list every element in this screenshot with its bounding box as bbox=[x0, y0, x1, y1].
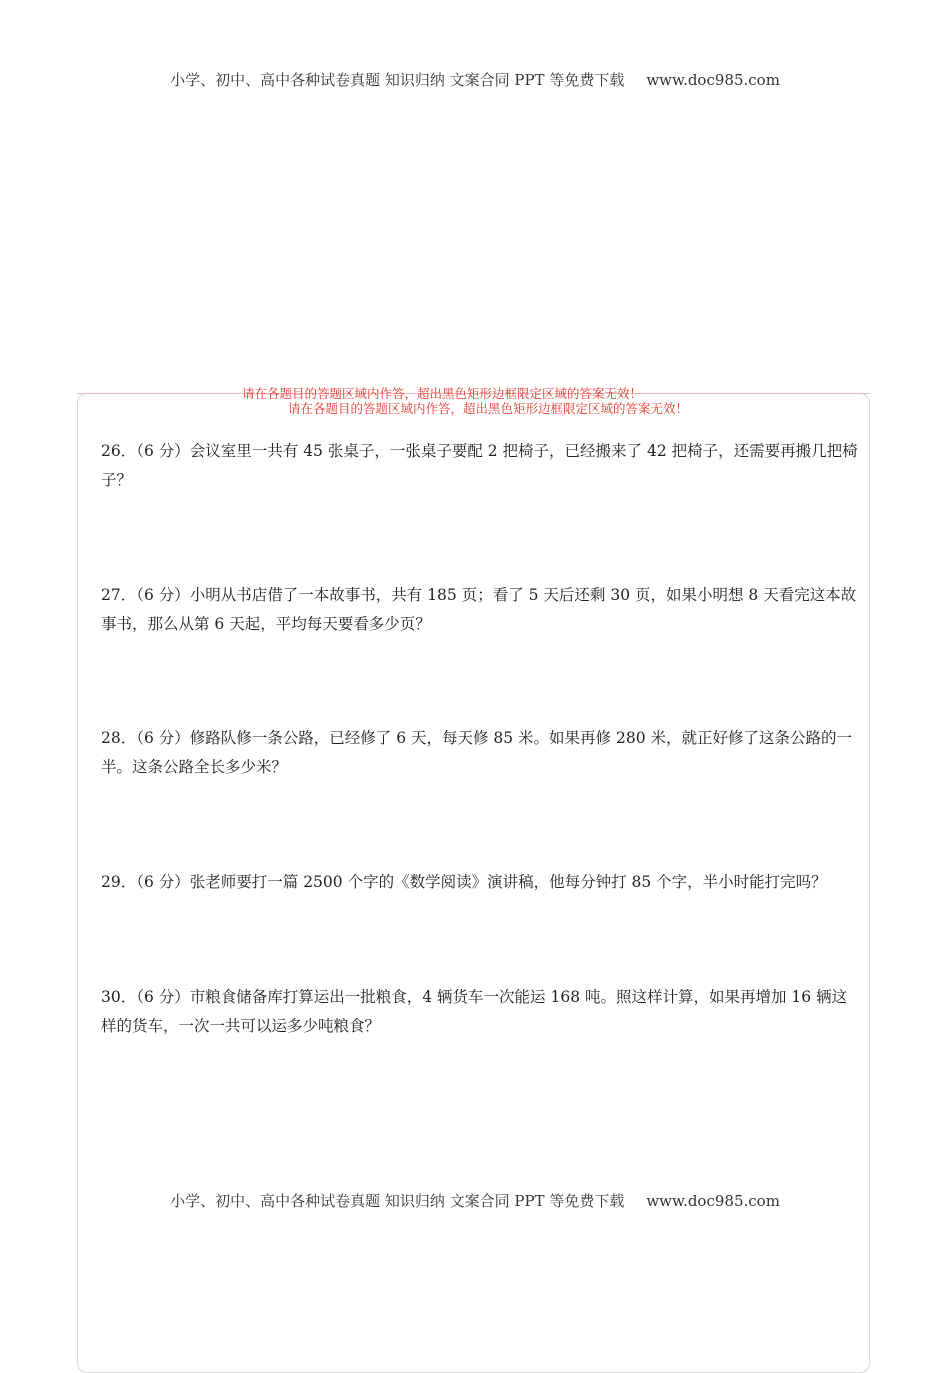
answer-area-warning-2: 请在各题目的答题区域内作答，超出黑色矩形边框限定区域的答案无效！ bbox=[288, 401, 689, 416]
question-29: 29．（6 分）张老师要打一篇 2500 个字的《数学阅读》演讲稿，他每分钟打 85 个字，半小时能打完吗？ bbox=[101, 873, 827, 891]
question-28: 28．（6 分）修路队修一条公路，已经修了 6 天，每天修 85 米。如果再修 280 米，就正好修了这条公路的一半。这条公路全长多少米？ bbox=[101, 729, 852, 776]
page-header bbox=[0, 69, 950, 90]
question-26: 26．（6 分）会议室里一共有 45 张桌子，一张桌子要配 2 把椅子，已经搬来了 42 把椅子，还需要再搬几把椅子？ bbox=[101, 442, 858, 489]
footer-text: 小学、初中、高中各种试卷真题 知识归纳 文案合同 PPT 等免费下载 bbox=[170, 1192, 625, 1210]
footer-site-link[interactable]: www.doc985.com bbox=[646, 1192, 780, 1210]
question-30: 30．（6 分）市粮食储备库打算运出一批粮食，4 辆货车一次能运 168 吨。照这样计算，如果再增加 16 辆这样的货车，一次一共可以运多少吨粮食？ bbox=[101, 988, 848, 1035]
answer-area-warning-1: 请在各题目的答题区域内作答，超出黑色矩形边框限定区域的答案无效！ bbox=[242, 386, 643, 401]
page-footer bbox=[0, 1190, 950, 1211]
header-text: 小学、初中、高中各种试卷真题 知识归纳 文案合同 PPT 等免费下载 bbox=[170, 71, 625, 89]
header-site-link[interactable]: www.doc985.com bbox=[646, 71, 780, 89]
question-27: 27．（6 分）小明从书店借了一本故事书，共有 185 页；看了 5 天后还剩 30 页，如果小明想 8 天看完这本故事书，那么从第 6 天起，平均每天要看多少页？ bbox=[101, 586, 857, 633]
